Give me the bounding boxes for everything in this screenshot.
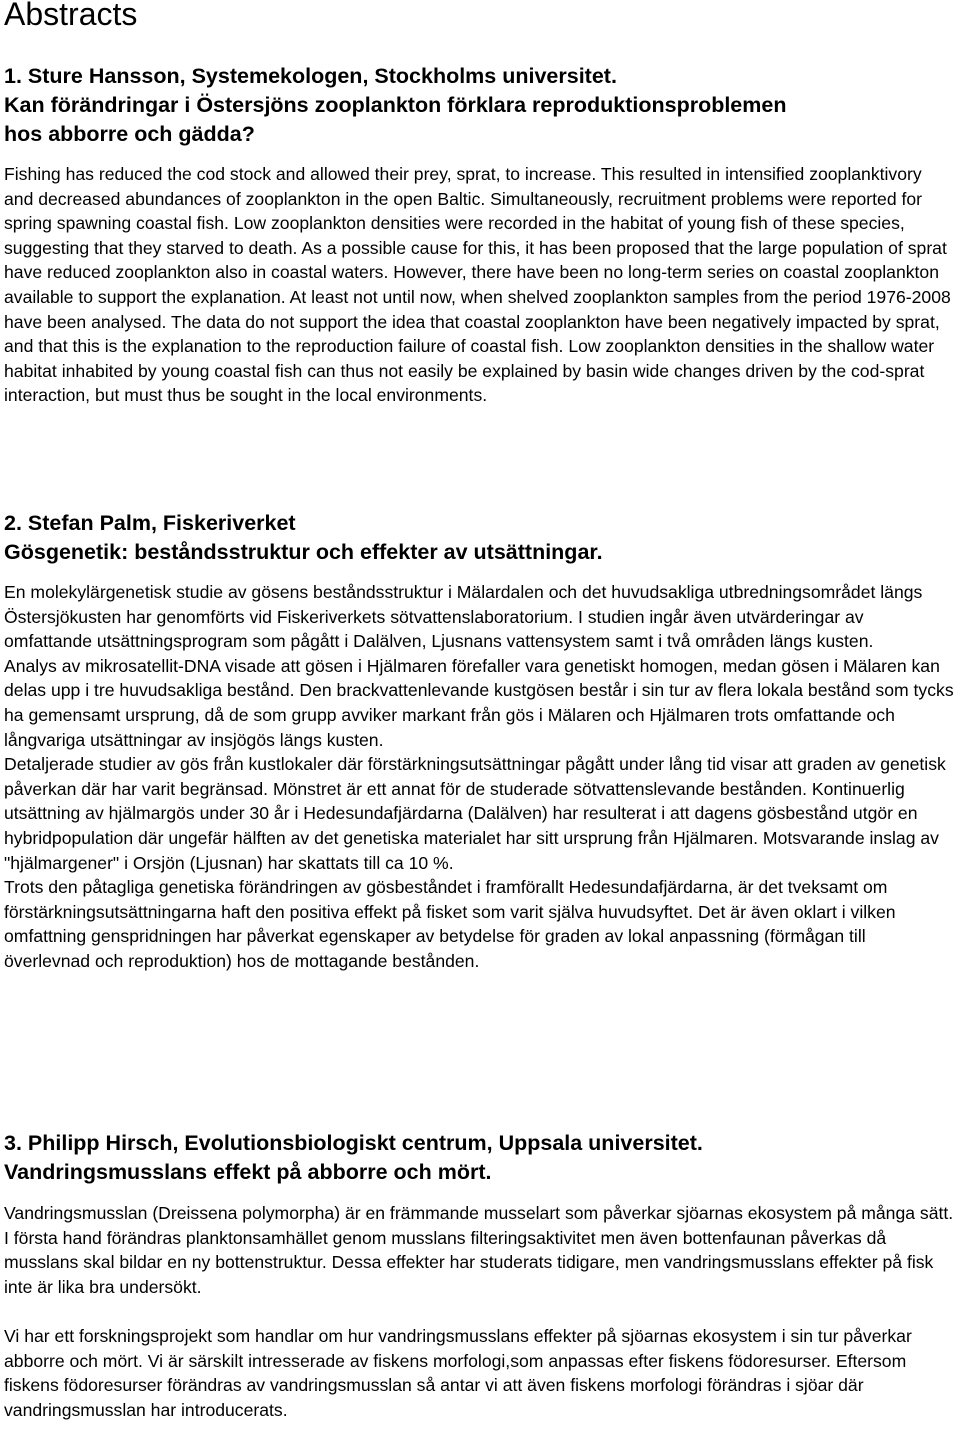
abstract-3-paragraph-1: Vandringsmusslan (Dreissena polymorpha) är en främmande musselart som påverkar sjöarnas ekosystem på många sätt. I första hand förändras planktonsamhället genom musslans filteringsaktivitet men även bottenfaunan påverkas då musslans skal bildar en ny bottenstruktur. Dessa effekter har studerats tidigare, men vandringsmusslans effekter på fisk inte är lika bra undersökt. <box>4 1203 954 1297</box>
abstract-1-author-line: 1. Sture Hansson, Systemekologen, Stockholms universitet. <box>4 64 617 88</box>
abstract-1-paragraph: Fishing has reduced the cod stock and allowed their prey, sprat, to increase. This resulted in intensified zooplanktivory and decreased abundances of zooplankton in the open Baltic. Simultaneously, recruitment problems were reported for spring spawning coastal fish. Low zooplankton densities were recorded in the habitat of young fish of these species, suggesting that they starved to death. As a possible cause for this, it has been proposed that the large population of sprat have reduced zooplankton also in coastal waters. However, there have been no long-term series on coastal zooplankton available to support the explanation. At least not until now, when shelved zooplankton samples from the period 1976-2008 have been analysed. The data do not support the idea that coastal zooplankton have been negatively impacted by sprat, and that this is the explanation to the reproduction failure of coastal fish. Low zooplankton densities in the shallow water habitat inhabited by young coastal fish can thus not easily be explained by basin wide changes driven by the cod-sprat interaction, but must thus be sought in the local environments. <box>4 164 951 406</box>
abstract-3-title-line: Vandringsmusslans effekt på abborre och mört. <box>4 1160 492 1184</box>
abstract-2-body <box>4 580 954 974</box>
abstract-2-title-line: Gösgenetik: beståndsstruktur och effekter av utsättningar. <box>4 540 603 564</box>
abstract-2-paragraph-2: Analys av mikrosatellit-DNA visade att gösen i Hjälmaren förefaller vara genetiskt homogen, medan gösen i Mälaren kan delas upp i tre huvudsakliga bestånd. Den brackvattenlevande kustgösen består i sin tur av flera lokala bestånd som tycks ha gemensamt ursprung, då de som grupp avviker markant från gös i Mälaren och Hjälmaren trots omfattande och långvariga utsättningar av insjögös längs kusten. <box>4 655 954 750</box>
abstract-2-paragraph-1: En molekylärgenetisk studie av gösens beståndsstruktur i Mälardalen och det huvudsakliga utbredningsområdet längs Östersjökusten har genomförts vid Fiskeriverkets sötvattenslaboratorium. I studien ingår även utvärderingar av omfattande utsättningsprogram som pågått i Dalälven, Ljusnans vattensystem samt i två områden längs kusten. <box>4 582 923 652</box>
abstract-3-heading <box>4 1129 954 1187</box>
abstract-2-heading <box>4 509 954 567</box>
abstract-2-paragraph-3: Detaljerade studier av gös från kustlokaler där förstärkningsutsättningar pågått under lång tid visar att graden av genetisk påverkan där har varit begränsad. Mönstret är ett annat för de studerade sötvattenslevande bestånden. Kontinuerlig utsättning av hjälmargös under 30 år i Hedesundafjärdarna (Dalälven) har resulterat i att dagens gösbestånd utgör en hybridpopulation där ungefär hälften av det genetiska materialet har sitt ursprung från Hjälmaren. Motsvarande inslag av "hjälmargener" i Orsjön (Ljusnan) har skattats till ca 10 %. <box>4 754 946 873</box>
abstract-2-author-line: 2. Stefan Palm, Fiskeriverket <box>4 511 296 535</box>
abstract-3-author-line: 3. Philipp Hirsch, Evolutionsbiologiskt centrum, Uppsala universitet. <box>4 1131 703 1155</box>
paragraph-spacer <box>4 1299 954 1324</box>
abstract-3-body <box>4 1201 954 1422</box>
abstract-1-heading <box>4 62 954 149</box>
abstract-1-title-line-2: hos abborre och gädda? <box>4 122 255 146</box>
abstract-1-title-line-1: Kan förändringar i Östersjöns zooplankton förklara reproduktionsproblemen <box>4 93 787 117</box>
abstract-3-paragraph-2: Vi har ett forskningsprojekt som handlar om hur vandringsmusslans effekter på sjöarnas ekosystem i sin tur påverkar abborre och mört. Vi är särskilt intresserade av fiskens morfologi,som anpassas efter fiskens födoresurser. Eftersom fiskens födoresurser förändras av vandringsmusslan så antar vi att även fiskens morfologi förändras i sjöar där vandringsmusslan har introducerats. <box>4 1325 912 1420</box>
abstract-1-body <box>4 162 954 408</box>
abstract-2-paragraph-4: Trots den påtagliga genetiska förändringen av gösbeståndet i framförallt Hedesundafjärdarna, är det tveksamt om förstärkningsutsättningarna haft den positiva effekt på fisket som varit själva huvudsyftet. Det är även oklart i vilken omfattning genspridningen har påverkat egenskaper av betydelse för graden av lokal anpassning (förmågan till överlevnad och reproduktion) hos de mottagande bestånden. <box>4 877 896 971</box>
page-title: Abstracts <box>4 0 138 32</box>
